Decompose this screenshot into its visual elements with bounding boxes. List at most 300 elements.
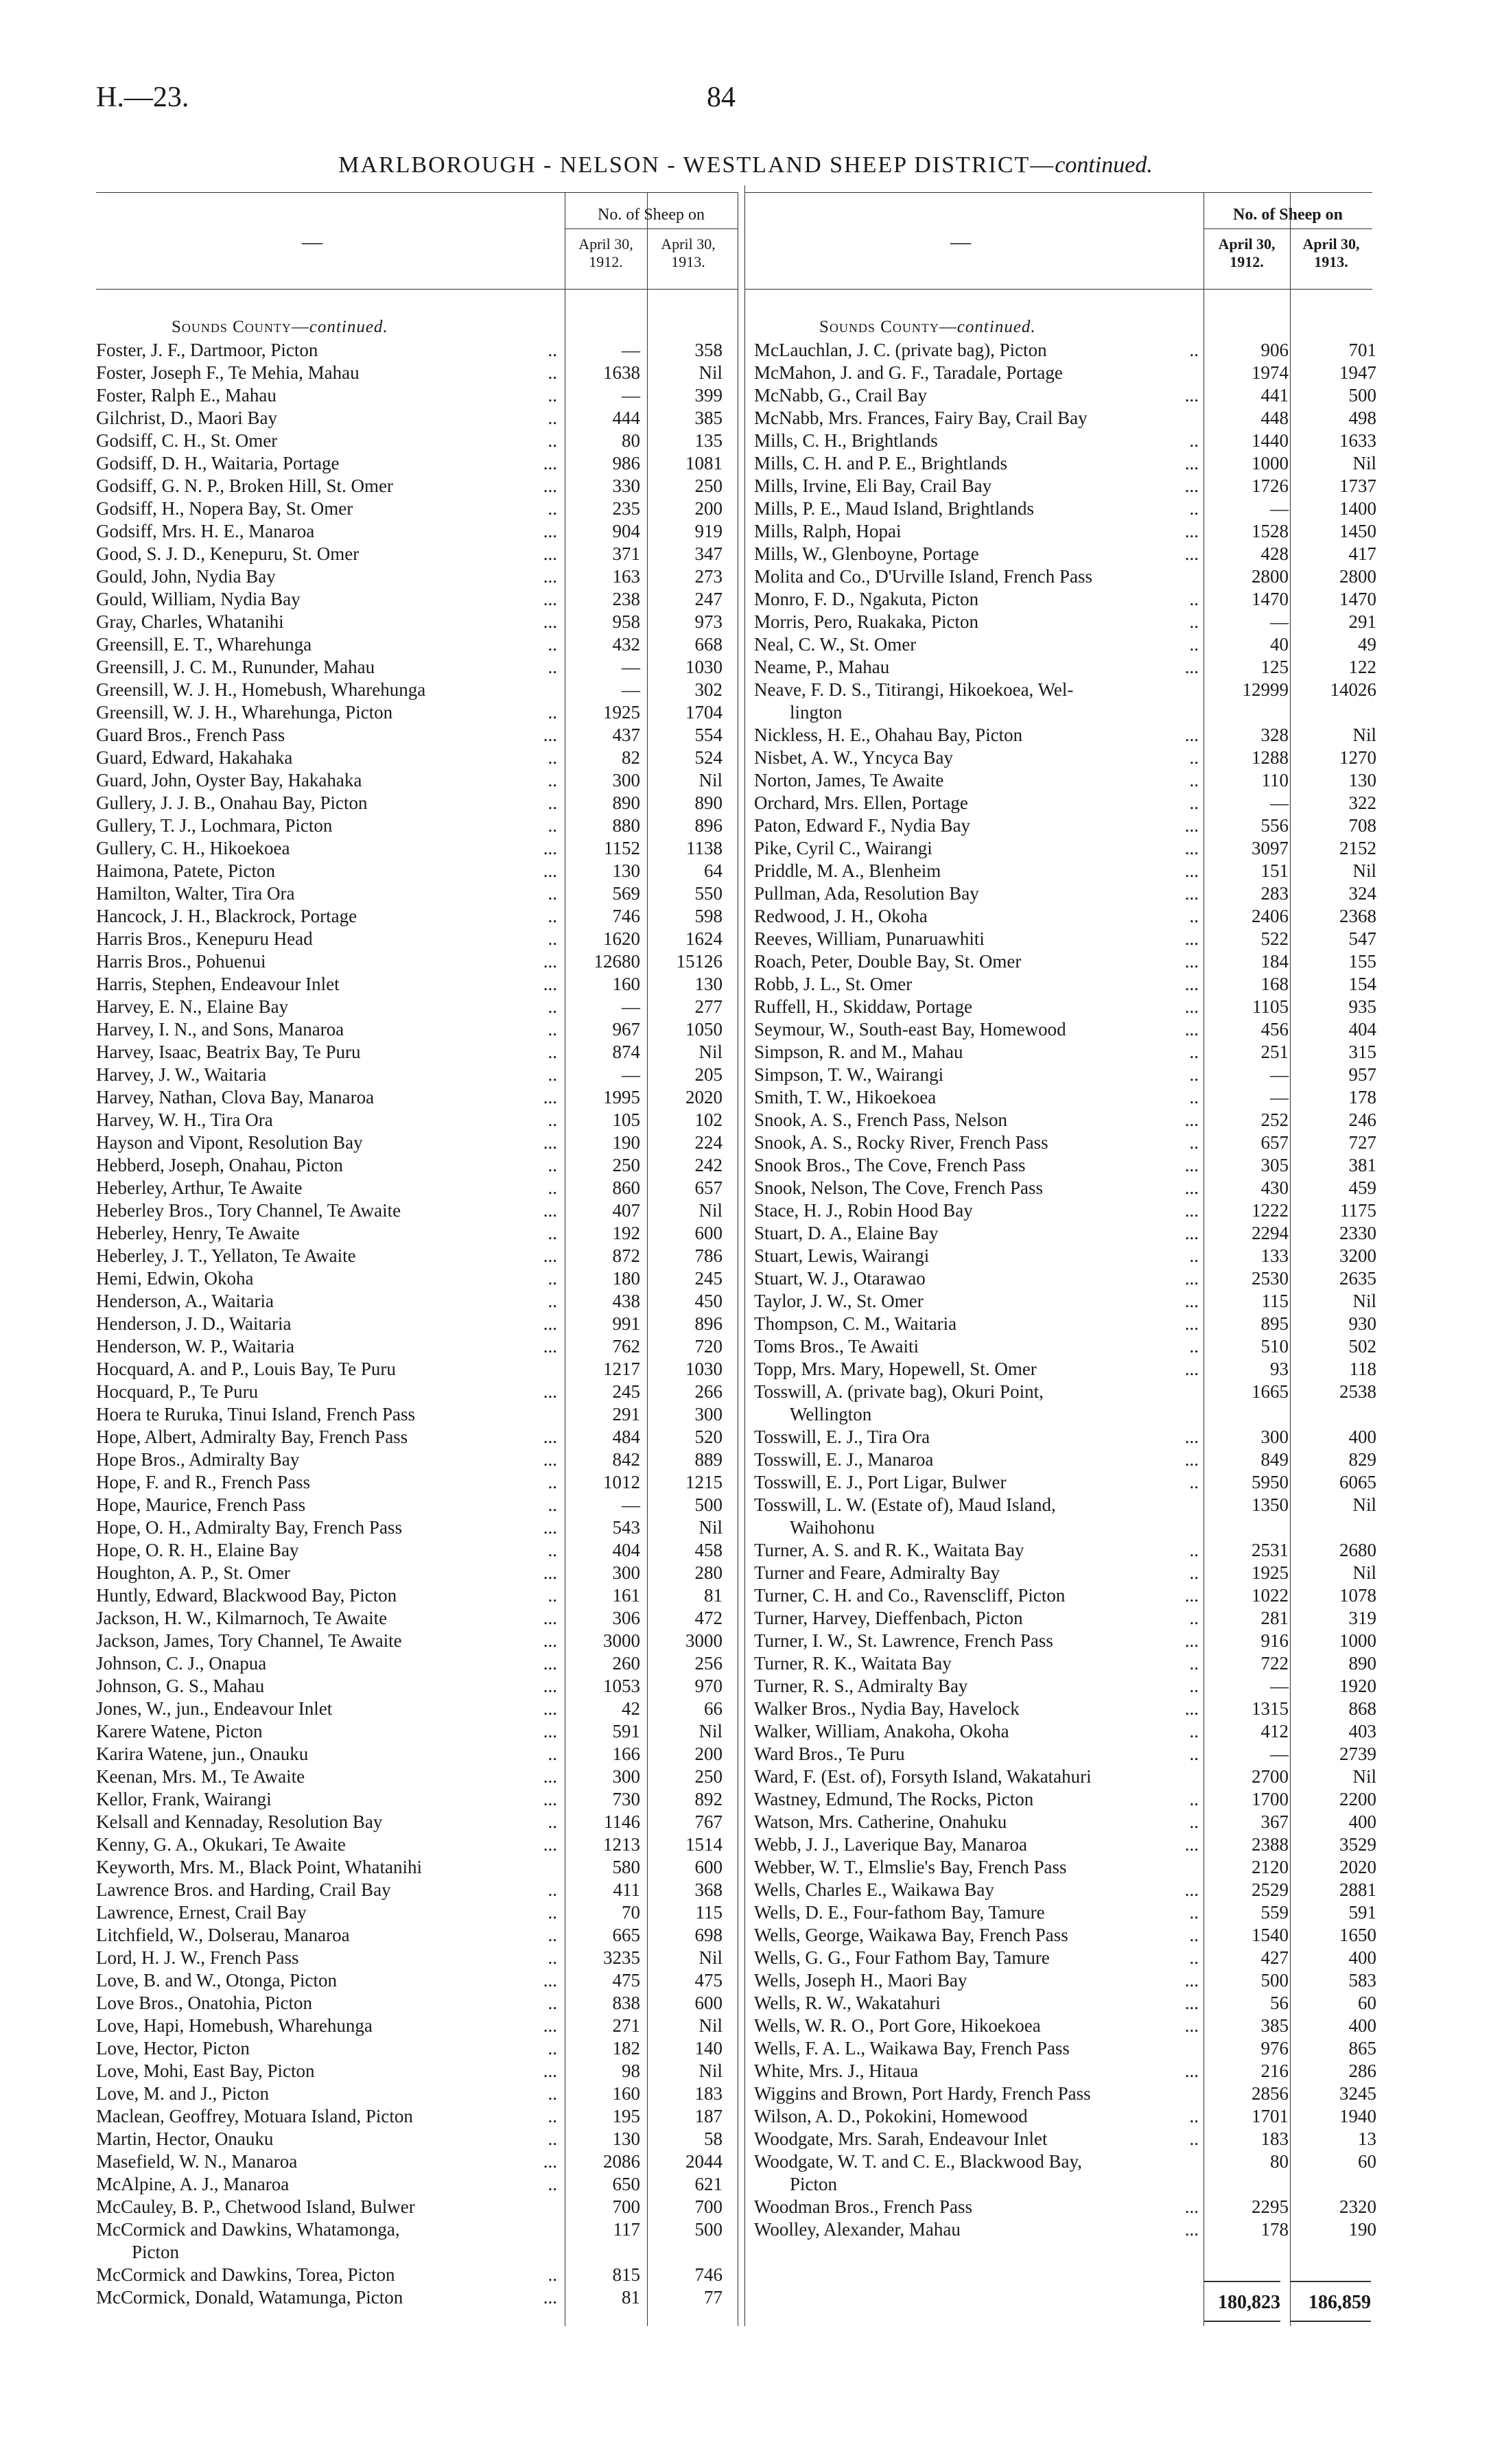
sheep-1912: 432 xyxy=(612,634,640,655)
leader-dots: ... xyxy=(1184,476,1199,496)
leader-dots: .. xyxy=(548,657,557,677)
leader-dots: .. xyxy=(1189,1721,1199,1741)
leader-dots: .. xyxy=(1189,2128,1199,2149)
sheep-1913: 1633 xyxy=(1339,430,1376,451)
table-row xyxy=(754,2105,1376,2128)
leader-dots: ... xyxy=(1184,1110,1199,1130)
table-row xyxy=(96,1969,738,1992)
leader-dots: ... xyxy=(1184,1834,1199,1855)
leader-dots: ... xyxy=(543,1698,557,1719)
holder-name: Tosswill, E. J., Manaroa xyxy=(754,1449,934,1470)
table-row xyxy=(754,611,1376,633)
sheep-1913: 3245 xyxy=(1339,2083,1376,2104)
sheep-1913: Nil xyxy=(698,770,723,790)
table-row xyxy=(96,2015,738,2037)
leader-dots: .. xyxy=(1189,1336,1199,1357)
sheep-1913: 200 xyxy=(694,1744,723,1764)
table-row xyxy=(96,1448,738,1471)
table-row xyxy=(754,1924,1376,1947)
leader-dots: .. xyxy=(1189,634,1199,655)
col-date: April 30, xyxy=(1302,235,1360,253)
table-row xyxy=(754,1290,1376,1313)
sheep-1913: 358 xyxy=(694,340,723,360)
sheep-1913: 2330 xyxy=(1339,1223,1376,1243)
holder-name: Seymour, W., South-east Bay, Homewood xyxy=(754,1019,1066,1040)
holder-name: Neal, C. W., St. Omer xyxy=(754,634,917,655)
leader-dots: .. xyxy=(1189,340,1199,360)
name-column-header: — xyxy=(950,231,971,253)
sheep-1913: 700 xyxy=(694,2196,723,2217)
table-row xyxy=(754,1879,1376,1901)
table-header xyxy=(96,192,738,290)
leader-dots: .. xyxy=(548,1019,557,1040)
leader-dots: ... xyxy=(543,974,557,994)
table-row xyxy=(754,497,1376,520)
table-row xyxy=(754,1267,1376,1290)
holder-name: Maclean, Geoffrey, Motuara Island, Picton xyxy=(96,2106,413,2126)
sheep-1912: 591 xyxy=(612,1721,640,1741)
leader-dots: .. xyxy=(1189,1472,1199,1492)
sheep-1913: Nil xyxy=(698,2061,723,2081)
sheep-1913: 15126 xyxy=(676,951,723,972)
table-row xyxy=(96,1313,738,1335)
sheep-1913: 500 xyxy=(1348,385,1376,406)
sheep-1912: 1701 xyxy=(1252,2106,1289,2126)
holder-name: Simpson, R. and M., Mahau xyxy=(754,1042,963,1062)
sheep-1912: 986 xyxy=(612,453,640,473)
table-row xyxy=(754,1630,1376,1652)
leader-dots: .. xyxy=(548,815,557,836)
holder-name: Wells, R. W., Wakatahuri xyxy=(754,1993,941,2013)
leader-dots: .. xyxy=(1189,747,1199,768)
table-row xyxy=(96,1335,738,1358)
sheep-1913: 400 xyxy=(1348,1947,1376,1968)
leader-dots: .. xyxy=(548,747,557,768)
sheep-1913: 896 xyxy=(694,815,723,836)
sheep-1913: 472 xyxy=(694,1608,723,1628)
table-row xyxy=(96,2173,738,2196)
sheep-1912: — xyxy=(1270,498,1289,519)
sheep-1913: 200 xyxy=(694,498,723,519)
holder-name: Hope, O. H., Admiralty Bay, French Pass xyxy=(96,1517,402,1538)
holder-name: Morris, Pero, Ruakaka, Picton xyxy=(754,611,978,632)
sheep-1912: 12680 xyxy=(594,951,640,972)
sheep-1912: 746 xyxy=(612,906,640,926)
holder-name-continued: Picton xyxy=(790,2174,838,2194)
sheep-1912: 260 xyxy=(612,1653,640,1674)
holder-name: Mills, C. H., Brightlands xyxy=(754,430,938,451)
holder-name: Simpson, T. W., Wairangi xyxy=(754,1064,944,1085)
sheep-1912: 1974 xyxy=(1252,362,1289,383)
leader-dots: ... xyxy=(1184,1449,1199,1470)
table-row xyxy=(96,2196,738,2218)
sheep-1913: 2368 xyxy=(1339,906,1376,926)
sheep-1912: 216 xyxy=(1260,2061,1289,2081)
holder-name: Watson, Mrs. Catherine, Onahuku xyxy=(754,1811,1007,1832)
sheep-1912: 543 xyxy=(612,1517,640,1538)
table-row xyxy=(754,588,1376,611)
table-row xyxy=(754,339,1376,362)
table-row xyxy=(96,565,738,588)
table-row xyxy=(754,656,1376,679)
holder-name: Gould, William, Nydia Bay xyxy=(96,589,301,609)
leader-dots: .. xyxy=(1189,1087,1199,1107)
sheep-1912: 252 xyxy=(1260,1110,1289,1130)
sheep-1912: 168 xyxy=(1260,974,1289,994)
holder-name: Neame, P., Mahau xyxy=(754,657,890,677)
sheep-1913: 2152 xyxy=(1339,838,1376,858)
leader-dots: .. xyxy=(548,1291,557,1311)
table-row xyxy=(96,656,738,679)
sheep-1913: 400 xyxy=(1348,1811,1376,1832)
table-row xyxy=(754,1584,1376,1607)
sheep-1912: 1217 xyxy=(603,1359,640,1379)
holder-name: Taylor, J. W., St. Omer xyxy=(754,1291,924,1311)
leader-dots: ... xyxy=(543,589,557,609)
leader-dots: .. xyxy=(548,1879,557,1900)
leader-dots: .. xyxy=(548,1268,557,1289)
table-row xyxy=(754,973,1376,996)
leader-dots: ... xyxy=(1184,1993,1199,2013)
holder-name: Mills, P. E., Maud Island, Brightlands xyxy=(754,498,1035,519)
table-row xyxy=(96,2218,738,2264)
sheep-1913: 1400 xyxy=(1339,498,1376,519)
holder-name: Keenan, Mrs. M., Te Awaite xyxy=(96,1766,305,1787)
table-row xyxy=(96,1675,738,1698)
table-row xyxy=(96,543,738,565)
sheep-1913: 1270 xyxy=(1339,747,1376,768)
page-reference: H.—23. xyxy=(96,82,189,113)
table-row xyxy=(96,1924,738,1947)
leader-dots: .. xyxy=(548,770,557,790)
leader-dots: ... xyxy=(543,1789,557,1809)
holder-name: McNabb, Mrs. Frances, Fairy Bay, Crail Bay xyxy=(754,408,1088,428)
holder-name: Heberley Bros., Tory Channel, Te Awaite xyxy=(96,1200,401,1221)
col-year: 1912. xyxy=(1230,253,1264,270)
table-row xyxy=(754,1064,1376,1086)
sheep-1912: 328 xyxy=(1260,725,1289,745)
county-suffix: continued. xyxy=(309,318,388,336)
sheep-1913: 385 xyxy=(694,408,723,428)
holder-name: Walker Bros., Nydia Bay, Havelock xyxy=(754,1698,1020,1719)
sheep-1913: 2020 xyxy=(1339,1857,1376,1877)
holder-name-continued: lington xyxy=(790,702,843,723)
leader-dots: ... xyxy=(543,453,557,473)
table-row xyxy=(96,2037,738,2060)
table-header xyxy=(744,192,1372,290)
leader-dots: ... xyxy=(543,1630,557,1651)
sheep-1912: 2295 xyxy=(1252,2196,1289,2217)
sheep-1912: 5950 xyxy=(1252,1472,1289,1492)
table-row xyxy=(754,1811,1376,1833)
sheep-1913: 892 xyxy=(694,1789,723,1809)
col-year: 1913. xyxy=(1314,253,1348,270)
sheep-1913: 404 xyxy=(1348,1019,1376,1040)
county-name: Sounds County— xyxy=(172,318,309,336)
sheep-1913: 2044 xyxy=(685,2151,723,2172)
holder-name: Heberley, Arthur, Te Awaite xyxy=(96,1177,303,1198)
sheep-1913: 890 xyxy=(694,793,723,813)
sheep-1912: 182 xyxy=(612,2038,640,2058)
sheep-1913: 302 xyxy=(694,679,723,700)
table-row xyxy=(96,497,738,520)
sheep-1913: 598 xyxy=(694,906,723,926)
sheep-1913: 1081 xyxy=(685,453,723,473)
sheep-1913: 60 xyxy=(1358,2151,1376,2172)
sheep-1912: 183 xyxy=(1260,2128,1289,2149)
holder-name: Godsiff, H., Nopera Bay, St. Omer xyxy=(96,498,353,519)
sheep-1913: 502 xyxy=(1348,1336,1376,1357)
sheep-1913: 1215 xyxy=(685,1472,723,1492)
leader-dots: .. xyxy=(548,1042,557,1062)
holder-name: McNabb, G., Crail Bay xyxy=(754,385,927,406)
leader-dots: ... xyxy=(1184,1268,1199,1289)
holder-name: Gilchrist, D., Maori Bay xyxy=(96,408,277,428)
holder-name: Thompson, C. M., Waitaria xyxy=(754,1313,957,1334)
holder-name: Godsiff, Mrs. H. E., Manaroa xyxy=(96,521,315,541)
sheep-1912: 722 xyxy=(1260,1653,1289,1674)
leader-dots: .. xyxy=(548,793,557,813)
leader-dots: ... xyxy=(543,2015,557,2036)
leader-dots: ... xyxy=(1184,996,1199,1017)
table-body xyxy=(744,290,1376,2330)
leader-dots: .. xyxy=(1189,1245,1199,1266)
sheep-1913: 698 xyxy=(694,1925,723,1945)
table-row xyxy=(754,1018,1376,1041)
sheep-1913: 600 xyxy=(694,1223,723,1243)
sheep-1913: 1737 xyxy=(1339,476,1376,496)
sheep-1912: 2700 xyxy=(1252,1766,1289,1787)
table-row xyxy=(96,1086,738,1109)
sheep-1912: 245 xyxy=(612,1381,640,1402)
table-row xyxy=(754,724,1376,747)
table-row xyxy=(96,1698,738,1720)
holder-name: Litchfield, W., Dolserau, Manaroa xyxy=(96,1925,350,1945)
sheep-1912: 958 xyxy=(612,611,640,632)
leader-dots: ... xyxy=(1184,1223,1199,1243)
holder-name: Hope, F. and R., French Pass xyxy=(96,1472,311,1492)
holder-name: Godsiff, D. H., Waitaria, Portage xyxy=(96,453,340,473)
table-row xyxy=(96,2286,738,2309)
leader-dots: .. xyxy=(1189,1562,1199,1583)
sheep-1912: 1105 xyxy=(1252,996,1289,1017)
holder-name: Jackson, James, Tory Channel, Te Awaite xyxy=(96,1630,402,1651)
holder-name: Love Bros., Onatohia, Picton xyxy=(96,1993,312,2013)
sheep-1913: 49 xyxy=(1358,634,1376,655)
sheep-1912: 665 xyxy=(612,1925,640,1945)
leader-dots: .. xyxy=(1189,611,1199,632)
sheep-1912: 160 xyxy=(612,2083,640,2104)
sheep-1912: 559 xyxy=(1260,1902,1289,1923)
sheep-1913: 1138 xyxy=(686,838,723,858)
sheep-1913: 889 xyxy=(694,1449,723,1470)
sheep-1913: 2020 xyxy=(685,1087,723,1107)
sheep-1912: 569 xyxy=(612,883,640,904)
table-row xyxy=(754,520,1376,543)
sheep-1913: 242 xyxy=(694,1155,723,1175)
sheep-1913: 1175 xyxy=(1340,1200,1376,1221)
leader-dots: .. xyxy=(1189,1947,1199,1968)
holder-name: Harris, Stephen, Endeavour Inlet xyxy=(96,974,340,994)
table-row xyxy=(96,1607,738,1630)
holder-name: Turner, A. S. and R. K., Waitata Bay xyxy=(754,1540,1024,1560)
leader-dots: .. xyxy=(548,1472,557,1492)
holder-name: Kenny, G. A., Okukari, Te Awaite xyxy=(96,1834,346,1855)
table-row xyxy=(96,1901,738,1924)
holder-name: Turner, I. W., St. Lawrence, French Pass xyxy=(754,1630,1053,1651)
sheep-1912: 441 xyxy=(1260,385,1289,406)
sheep-1912: 650 xyxy=(612,2174,640,2194)
sheep-1913: 250 xyxy=(694,1766,723,1787)
holder-name: Jackson, H. W., Kilmarnoch, Te Awaite xyxy=(96,1608,388,1628)
holder-name: McCormick and Dawkins, Torea, Picton xyxy=(96,2264,395,2285)
sheep-1913: 368 xyxy=(694,1879,723,1900)
sheep-1912: 105 xyxy=(612,1110,640,1130)
leader-dots: ... xyxy=(1184,974,1199,994)
leader-dots: ... xyxy=(1184,1698,1199,1719)
sheep-1913: 600 xyxy=(694,1993,723,2013)
page-title xyxy=(0,152,1491,178)
holder-name: Hebberd, Joseph, Onahau, Picton xyxy=(96,1155,343,1175)
leader-dots: ... xyxy=(543,611,557,632)
holder-name-continued: Picton xyxy=(132,2242,180,2262)
table-row xyxy=(754,1222,1376,1245)
sheep-1912: 1540 xyxy=(1252,1925,1289,1945)
sheep-1912: 2294 xyxy=(1252,1223,1289,1243)
table-row xyxy=(96,996,738,1018)
leader-dots: .. xyxy=(548,430,557,451)
holder-name: Good, S. J. D., Kenepuru, St. Omer xyxy=(96,543,360,564)
holder-name: Priddle, M. A., Blenheim xyxy=(754,860,941,881)
sheep-1912: 81 xyxy=(622,2287,640,2308)
sheep-1912: 1528 xyxy=(1252,521,1289,541)
holder-name: Stuart, W. J., Otarawao xyxy=(754,1268,926,1289)
sheep-1913: 868 xyxy=(1348,1698,1376,1719)
sheep-1913: 657 xyxy=(694,1177,723,1198)
leader-dots: ... xyxy=(543,860,557,881)
leader-dots: .. xyxy=(1189,1744,1199,1764)
sheep-1912: 556 xyxy=(1260,815,1289,836)
sheep-1913: Nil xyxy=(698,1947,723,1968)
sheep-1913: 668 xyxy=(694,634,723,655)
table-row xyxy=(754,430,1376,452)
holder-name: Monro, F. D., Ngakuta, Picton xyxy=(754,589,979,609)
sheep-1912: 1213 xyxy=(603,1834,640,1855)
sheep-1913: Nil xyxy=(1352,860,1376,881)
holder-name: Wastney, Edmund, The Rocks, Picton xyxy=(754,1789,1034,1809)
table-row xyxy=(754,1086,1376,1109)
sheep-1912: 428 xyxy=(1260,543,1289,564)
holder-name: Harvey, E. N., Elaine Bay xyxy=(96,996,289,1017)
leader-dots: .. xyxy=(548,408,557,428)
sheep-1912: 300 xyxy=(612,1562,640,1583)
holder-name: Johnson, C. J., Onapua xyxy=(96,1653,267,1674)
leader-dots: ... xyxy=(543,1766,557,1787)
table-row xyxy=(754,1313,1376,1335)
table-row xyxy=(754,1245,1376,1267)
holder-name: Guard, Edward, Hakahaka xyxy=(96,747,293,768)
leader-dots: ... xyxy=(543,1245,557,1266)
sheep-1913: 450 xyxy=(694,1291,723,1311)
col-date: April 30, xyxy=(661,235,716,253)
leader-dots: ... xyxy=(1184,1200,1199,1221)
table-row xyxy=(754,1969,1376,1992)
table-row xyxy=(754,1131,1376,1154)
holder-name: Godsiff, C. H., St. Omer xyxy=(96,430,278,451)
sheep-1912: 657 xyxy=(1260,1132,1289,1153)
sheep-1912: 904 xyxy=(612,521,640,541)
holder-name: Norton, James, Te Awaite xyxy=(754,770,944,790)
holder-name: McCauley, B. P., Chetwood Island, Bulwer xyxy=(96,2196,415,2217)
holder-name: Love, Hapi, Homebush, Wharehunga xyxy=(96,2015,373,2036)
table-row xyxy=(754,1358,1376,1381)
leader-dots: .. xyxy=(548,1177,557,1198)
table-row xyxy=(754,1720,1376,1743)
sheep-1913: 190 xyxy=(1348,2219,1376,2240)
sheep-1912: 235 xyxy=(612,498,640,519)
table-row xyxy=(754,1743,1376,1765)
sheep-1912: — xyxy=(622,996,640,1017)
table-row xyxy=(754,1154,1376,1177)
county-suffix: continued. xyxy=(956,318,1036,336)
sheep-1913: 224 xyxy=(694,1132,723,1153)
leader-dots: .. xyxy=(548,1110,557,1130)
table-row xyxy=(96,1720,738,1743)
sheep-1912: 281 xyxy=(1260,1608,1289,1628)
sheep-1913: 520 xyxy=(694,1427,723,1447)
leader-dots: .. xyxy=(548,1993,557,2013)
table-row xyxy=(96,1856,738,1879)
table-row xyxy=(754,1041,1376,1064)
sheep-1912: 1053 xyxy=(603,1676,640,1696)
sheep-1912: 2531 xyxy=(1252,1540,1289,1560)
leader-dots: .. xyxy=(548,1744,557,1764)
table-row xyxy=(754,384,1376,407)
totals-row xyxy=(754,2268,1372,2330)
leader-dots: ... xyxy=(1184,883,1199,904)
sheep-1912: 438 xyxy=(612,1291,640,1311)
sheep-1912: 190 xyxy=(612,1132,640,1153)
leader-dots: .. xyxy=(548,928,557,949)
holder-name: Mills, C. H. and P. E., Brightlands xyxy=(754,453,1008,473)
sheep-1913: Nil xyxy=(1352,1291,1376,1311)
leader-dots: .. xyxy=(548,1064,557,1085)
table-row xyxy=(754,860,1376,882)
sheep-1913: 1078 xyxy=(1339,1585,1376,1606)
sheep-1912: 404 xyxy=(612,1540,640,1560)
leader-dots: .. xyxy=(1189,1608,1199,1628)
table-row xyxy=(754,1562,1376,1584)
leader-dots: .. xyxy=(548,498,557,519)
sheep-1912: 2406 xyxy=(1252,906,1289,926)
holder-name: Keyworth, Mrs. M., Black Point, Whatanihi xyxy=(96,1857,422,1877)
holder-name: Jones, W., jun., Endeavour Inlet xyxy=(96,1698,333,1719)
leader-dots: .. xyxy=(548,2083,557,2104)
sheep-1912: 874 xyxy=(612,1042,640,1062)
holder-name: Tosswill, E. J., Port Ligar, Bulwer xyxy=(754,1472,1007,1492)
sheep-1913: 621 xyxy=(694,2174,723,2194)
holder-name: Masefield, W. N., Manaroa xyxy=(96,2151,298,2172)
holder-name: Hoera te Ruruka, Tinui Island, French Pass xyxy=(96,1404,415,1424)
sheep-1912: 125 xyxy=(1260,657,1289,677)
table-row xyxy=(754,1109,1376,1131)
sheep-1913: 935 xyxy=(1348,996,1376,1017)
holder-name: Nisbet, A. W., Yncyca Bay xyxy=(754,747,953,768)
sheep-1912: 3000 xyxy=(603,1630,640,1651)
holder-name: Huntly, Edward, Blackwood Bay, Picton xyxy=(96,1585,397,1606)
leader-dots: ... xyxy=(543,1653,557,1674)
holder-name: Guard, John, Oyster Bay, Hakahaka xyxy=(96,770,362,790)
